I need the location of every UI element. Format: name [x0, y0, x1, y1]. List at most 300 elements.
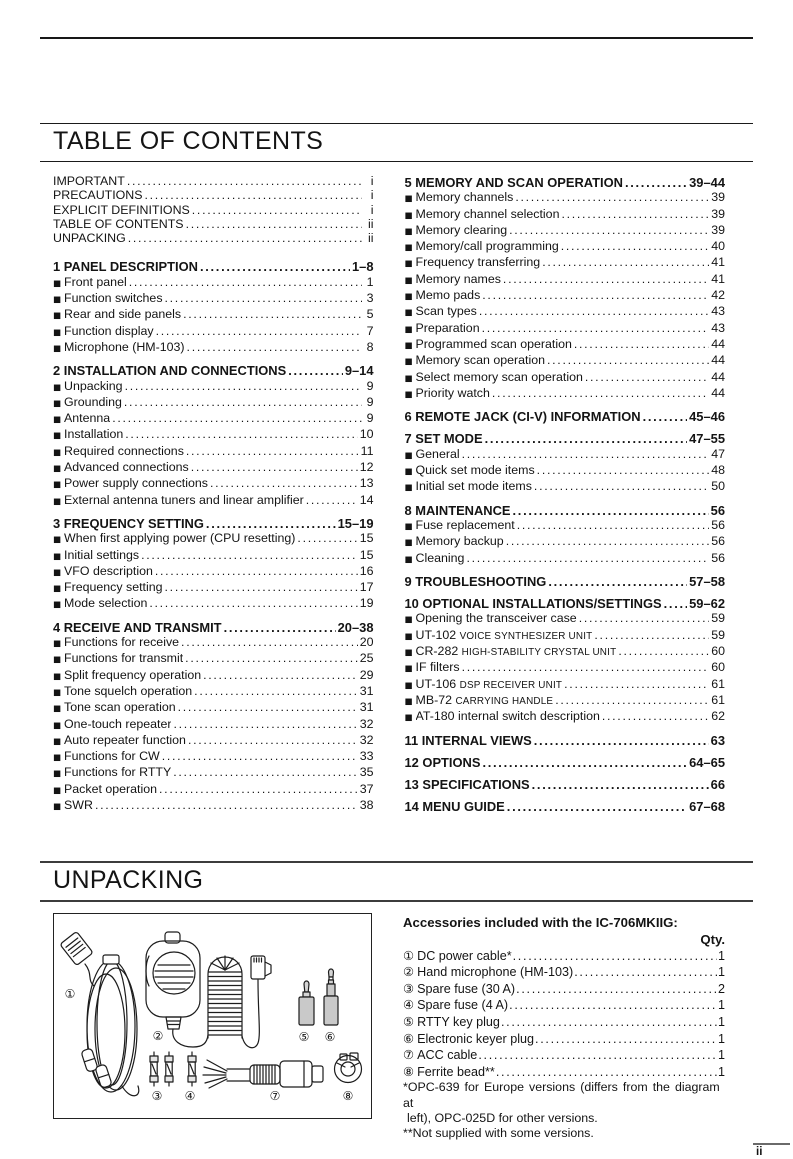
toc-entry-page: 59 — [711, 627, 725, 642]
toc-entry-label-smallcaps: HIGH-STABILITY CRYSTAL UNIT — [461, 647, 617, 659]
leader-dots — [662, 597, 688, 611]
toc-entry-label: PRECAUTIONS — [53, 188, 143, 203]
toc-entry-label: Frequency transferring — [415, 255, 541, 270]
circled-number: ⑤ — [403, 1014, 415, 1030]
toc-entry-label: Installation — [64, 427, 124, 442]
footnote-opc-continued: left), OPC-025D for other versions. — [407, 1110, 598, 1125]
toc-entry-page: 60 — [711, 644, 725, 659]
toc-section-pages: 45–46 — [689, 409, 725, 425]
toc-entry-label: Functions for receive — [64, 635, 180, 650]
top-rule — [40, 37, 753, 39]
square-bullet-icon: ■ — [404, 615, 413, 626]
toc-front-matter-entry — [53, 188, 374, 202]
leader-dots — [515, 982, 717, 998]
toc-entry-label: Frequency setting — [64, 580, 163, 595]
toc-subentry — [53, 717, 374, 733]
leader-dots — [143, 188, 362, 202]
toc-subentry — [53, 651, 374, 667]
toc-entry-label: Tone squelch operation — [64, 683, 193, 698]
leader-dots — [641, 410, 688, 424]
leader-dots — [477, 1048, 717, 1064]
leader-dots — [127, 275, 362, 289]
square-bullet-icon: ■ — [404, 483, 413, 494]
toc-subentry — [405, 370, 726, 386]
hand-microphone-drawing — [146, 932, 271, 1048]
toc-subentry — [53, 493, 374, 509]
toc-section-pages: 56 — [710, 502, 725, 518]
accessory-label: Ferrite bead** — [417, 1064, 495, 1079]
toc-entry-label: Rear and side panels — [64, 307, 182, 322]
square-bullet-icon: ■ — [53, 655, 62, 666]
figure-label-1: ① — [64, 986, 76, 1001]
square-bullet-icon: ■ — [404, 664, 413, 675]
toc-entry-label: Memo pads — [415, 288, 481, 303]
leader-dots — [511, 504, 709, 518]
accessory-label: RTTY key plug — [417, 1015, 500, 1030]
toc-entry-label: Function display — [64, 323, 154, 338]
figure-label-4: ④ — [184, 1088, 196, 1103]
toc-entry-page: 3 — [366, 291, 374, 306]
toc-entry-page: 62 — [711, 709, 725, 724]
toc-subentry — [405, 207, 726, 223]
leader-dots — [147, 596, 357, 610]
leader-dots — [532, 734, 709, 748]
toc-title: TABLE OF CONTENTS — [40, 123, 753, 162]
toc-section-pages: 20–38 — [337, 619, 374, 635]
square-bullet-icon: ■ — [404, 292, 413, 303]
square-bullet-icon: ■ — [404, 554, 413, 565]
toc-entry-page: 16 — [359, 563, 374, 578]
leader-dots — [508, 998, 717, 1014]
toc-subentry — [405, 551, 726, 567]
square-bullet-icon: ■ — [53, 584, 62, 595]
toc-entry-page: 61 — [711, 676, 725, 691]
square-bullet-icon: ■ — [404, 210, 413, 221]
square-bullet-icon: ■ — [53, 720, 62, 731]
toc-entry-page: 43 — [711, 304, 725, 319]
circled-number: ⑧ — [403, 1063, 415, 1079]
rtty-key-plug-drawing — [299, 981, 314, 1025]
toc-entry-page: i — [370, 174, 374, 188]
toc-subentry — [405, 304, 726, 320]
toc-section-heading — [405, 800, 726, 814]
leader-dots — [495, 1065, 717, 1081]
toc-subentry — [405, 463, 726, 479]
square-bullet-icon: ■ — [53, 785, 62, 796]
leader-dots — [501, 272, 709, 286]
toc-entry-page: 56 — [711, 550, 725, 565]
accessory-label: Electronic keyer plug — [417, 1031, 535, 1046]
toc-subentry — [53, 307, 374, 323]
leader-dots — [616, 644, 709, 658]
leader-dots — [126, 231, 362, 245]
toc-section-heading — [53, 260, 374, 274]
square-bullet-icon: ■ — [53, 671, 62, 682]
toc-left-column — [53, 174, 374, 815]
toc-entry-page: 59 — [711, 611, 725, 626]
toc-entry-page: 60 — [711, 660, 725, 675]
toc-subentry — [405, 709, 726, 725]
toc-entry-page: 61 — [711, 692, 725, 707]
unpacking-title: UNPACKING — [40, 861, 753, 902]
square-bullet-icon: ■ — [404, 467, 413, 478]
toc-section-heading — [53, 621, 374, 635]
leader-dots — [93, 798, 358, 812]
square-bullet-icon: ■ — [53, 769, 62, 780]
toc-entry-page: 44 — [711, 369, 725, 384]
leader-dots — [530, 778, 709, 792]
toc-entry-label: Function switches — [64, 291, 163, 306]
toc-entry-page: 25 — [359, 651, 374, 666]
toc-subentry — [53, 798, 374, 814]
toc-entry-page: 9 — [366, 394, 374, 409]
toc-subentry — [53, 340, 374, 356]
toc-entry-page: 32 — [359, 716, 374, 731]
toc-subentry — [53, 668, 374, 684]
toc-entry-page: 40 — [711, 239, 725, 254]
figure-label-6: ⑥ — [324, 1029, 336, 1044]
leader-dots — [513, 190, 709, 204]
toc-subentry — [53, 733, 374, 749]
toc-subentry — [405, 223, 726, 239]
toc-subentry — [405, 353, 726, 369]
square-bullet-icon: ■ — [53, 801, 62, 812]
toc-entry-label: Initial set mode items — [415, 479, 532, 494]
toc-subentry — [405, 677, 726, 693]
figure-label-2: ② — [152, 1028, 164, 1043]
square-bullet-icon: ■ — [53, 704, 62, 715]
square-bullet-icon: ■ — [53, 415, 62, 426]
footnote-opc: *OPC-639 for Europe versions (differs from the diagram at — [403, 1080, 720, 1110]
toc-entry-label: AT-180 internal switch description — [415, 709, 600, 724]
leader-dots — [176, 700, 358, 714]
toc-entry-page: 41 — [711, 255, 725, 270]
toc-entry-label: Preparation — [415, 320, 480, 335]
table-of-contents — [53, 174, 725, 815]
accessory-label: Spare fuse (4 A) — [417, 998, 509, 1013]
toc-subentry — [405, 534, 726, 550]
toc-entry-page: 15 — [359, 531, 374, 546]
leader-dots — [507, 223, 709, 237]
leader-dots — [192, 684, 358, 698]
toc-section-title: 6 REMOTE JACK (CI-V) INFORMATION — [404, 410, 641, 425]
toc-section-title: 9 TROUBLESHOOTING — [404, 574, 547, 589]
toc-entry-label: VFO description — [64, 563, 153, 578]
toc-subentry — [405, 447, 726, 463]
toc-entry-label: Memory names — [415, 271, 501, 286]
square-bullet-icon: ■ — [53, 753, 62, 764]
accessory-qty: 1 — [717, 965, 725, 980]
toc-section-pages: 67–68 — [689, 799, 725, 815]
toc-section-heading — [405, 575, 726, 589]
ferrite-bead-drawing — [335, 1053, 362, 1083]
toc-section-pages: 39–44 — [689, 175, 725, 190]
leader-dots — [559, 207, 709, 221]
toc-entry-page: 9 — [366, 411, 374, 426]
toc-front-matter-entry — [53, 217, 374, 231]
leader-dots — [583, 370, 709, 384]
leader-dots — [295, 531, 357, 545]
toc-entry-label: Functions for RTTY — [64, 765, 172, 780]
figure-label-8: ⑧ — [342, 1088, 354, 1103]
leader-dots — [110, 411, 361, 425]
toc-entry-page: 15 — [359, 547, 374, 562]
leader-dots — [171, 765, 357, 779]
toc-entry-label: One-touch repeater — [64, 716, 172, 731]
toc-entry-label: MB-72 CARRYING HANDLE — [415, 692, 554, 707]
toc-front-matter-entry — [53, 231, 374, 245]
toc-entry-label: IMPORTANT — [53, 174, 125, 188]
toc-entry-page: 7 — [366, 323, 374, 338]
square-bullet-icon: ■ — [404, 259, 413, 270]
toc-entry-label: Initial settings — [64, 547, 140, 562]
toc-entry-label: Antenna — [64, 411, 111, 426]
toc-entry-page: 5 — [366, 307, 374, 322]
circled-number: ② — [403, 964, 415, 980]
toc-section-pages: 59–62 — [689, 596, 725, 612]
toc-entry-label-smallcaps: CARRYING HANDLE — [455, 695, 554, 707]
leader-dots — [184, 217, 362, 231]
toc-entry-page: 33 — [359, 749, 374, 764]
toc-entry-page: 19 — [359, 596, 374, 611]
leader-dots — [515, 518, 709, 532]
square-bullet-icon: ■ — [53, 480, 62, 491]
toc-subentry — [405, 611, 726, 627]
leader-dots — [157, 782, 358, 796]
toc-section-title: 5 MEMORY AND SCAN OPERATION — [404, 176, 623, 190]
toc-section-title: 13 SPECIFICATIONS — [404, 778, 530, 793]
toc-section-pages: 47–55 — [689, 431, 725, 447]
leader-dots — [153, 564, 358, 578]
dc-power-cable-drawing — [60, 931, 139, 1095]
accessory-entry — [403, 948, 725, 965]
toc-entry-label-smallcaps: DSP RECEIVER UNIT — [459, 679, 563, 691]
toc-entry-page: 56 — [711, 534, 725, 549]
square-bullet-icon: ■ — [404, 713, 413, 724]
leader-dots — [535, 463, 710, 477]
toc-section-heading — [405, 734, 726, 748]
toc-entry-label-smallcaps: VOICE SYNTHESIZER UNIT — [459, 630, 593, 642]
toc-section-title: 1 PANEL DESCRIPTION — [53, 260, 198, 275]
square-bullet-icon: ■ — [53, 496, 62, 507]
toc-section-pages: 57–58 — [689, 573, 725, 589]
toc-subentry — [53, 531, 374, 547]
toc-entry-page: 44 — [711, 353, 725, 368]
square-bullet-icon: ■ — [53, 431, 62, 442]
toc-entry-page: 29 — [359, 667, 374, 682]
square-bullet-icon: ■ — [53, 343, 62, 354]
toc-subentry — [405, 693, 726, 709]
leader-dots — [512, 949, 717, 965]
accessory-qty: 1 — [717, 1015, 725, 1030]
leader-dots — [125, 174, 362, 188]
toc-subentry — [53, 379, 374, 395]
leader-dots — [163, 291, 362, 305]
toc-entry-page: 20 — [359, 635, 374, 650]
toc-entry-label: Split frequency operation — [64, 667, 202, 682]
leader-dots — [154, 324, 362, 338]
square-bullet-icon: ■ — [404, 631, 413, 642]
toc-subentry — [405, 288, 726, 304]
square-bullet-icon: ■ — [404, 538, 413, 549]
toc-entry-page: 10 — [359, 427, 374, 442]
leader-dots — [573, 965, 717, 981]
toc-entry-page: 8 — [366, 339, 374, 354]
accessories-figure — [53, 913, 372, 1119]
accessory-entry — [403, 981, 725, 998]
square-bullet-icon: ■ — [404, 357, 413, 368]
toc-subentry — [53, 765, 374, 781]
leader-dots — [577, 611, 710, 625]
square-bullet-icon: ■ — [53, 382, 62, 393]
toc-entry-label: TABLE OF CONTENTS — [53, 216, 184, 231]
toc-entry-page: 1 — [366, 274, 374, 289]
leader-dots — [480, 321, 710, 335]
toc-entry-label: EXPLICIT DEFINITIONS — [53, 202, 190, 217]
toc-entry-label: Power supply connections — [64, 476, 208, 491]
toc-entry-label: Tone scan operation — [64, 700, 176, 715]
toc-entry-page: 39 — [711, 206, 725, 221]
toc-entry-page: 41 — [711, 271, 725, 286]
square-bullet-icon: ■ — [53, 736, 62, 747]
accessories-heading: Accessories included with the IC-706MKIIG: — [403, 914, 678, 930]
toc-section-pages: 9–14 — [344, 363, 374, 379]
toc-entry-page: i — [370, 188, 374, 203]
square-bullet-icon: ■ — [53, 327, 62, 338]
leader-dots — [546, 575, 687, 589]
leader-dots — [208, 476, 358, 490]
accessory-qty: 1 — [717, 948, 725, 963]
leader-dots — [286, 364, 343, 378]
toc-section-title: 8 MAINTENANCE — [404, 503, 511, 518]
leader-dots — [464, 551, 709, 565]
leader-dots — [562, 677, 709, 691]
toc-entry-page: 12 — [359, 460, 374, 475]
toc-section-heading — [405, 504, 726, 518]
square-bullet-icon: ■ — [53, 295, 62, 306]
toc-section-title: 12 OPTIONS — [404, 755, 481, 770]
accessory-label: DC power cable* — [417, 948, 512, 963]
toc-section-title: 2 INSTALLATION AND CONNECTIONS — [53, 364, 287, 379]
accessory-entry — [403, 1064, 725, 1081]
toc-entry-label: Programmed scan operation — [415, 336, 572, 351]
toc-section-heading — [53, 517, 374, 531]
toc-subentry — [53, 324, 374, 340]
toc-entry-page: ii — [367, 216, 374, 231]
toc-entry-label: Scan types — [415, 304, 477, 319]
leader-dots — [186, 733, 358, 747]
toc-entry-page: ii — [367, 231, 374, 246]
toc-subentry — [53, 291, 374, 307]
manual-page — [0, 37, 793, 1159]
accessory-qty: 1 — [717, 1048, 725, 1063]
toc-section-heading — [405, 410, 726, 424]
toc-section-title: 11 INTERNAL VIEWS — [404, 733, 532, 748]
leader-dots — [480, 288, 709, 302]
toc-subentry — [53, 460, 374, 476]
leader-dots — [304, 493, 358, 507]
circled-number: ⑥ — [403, 1030, 415, 1046]
toc-subentry — [405, 386, 726, 402]
toc-entry-page: 14 — [359, 492, 374, 507]
square-bullet-icon: ■ — [404, 226, 413, 237]
leader-dots — [163, 580, 358, 594]
toc-subentry — [53, 411, 374, 427]
toc-subentry — [53, 580, 374, 596]
leader-dots — [483, 432, 688, 446]
leader-dots — [171, 717, 357, 731]
toc-entry-label: Functions for CW — [64, 749, 160, 764]
square-bullet-icon: ■ — [404, 373, 413, 384]
toc-subentry — [53, 700, 374, 716]
leader-dots — [460, 447, 710, 461]
toc-section-heading — [405, 432, 726, 446]
toc-entry-label: Grounding — [64, 394, 122, 409]
leader-dots — [534, 1032, 717, 1048]
leader-dots — [490, 386, 709, 400]
leader-dots — [190, 203, 362, 217]
square-bullet-icon: ■ — [404, 324, 413, 335]
leader-dots — [532, 479, 709, 493]
square-bullet-icon: ■ — [404, 696, 413, 707]
accessory-label: Hand microphone (HM-103) — [417, 965, 574, 980]
toc-section-pages: 1–8 — [351, 259, 374, 275]
leader-dots — [504, 534, 710, 548]
toc-section-pages: 66 — [710, 777, 725, 793]
toc-subentry — [405, 660, 726, 676]
toc-subentry — [405, 321, 726, 337]
leader-dots — [222, 621, 336, 635]
toc-right-column — [405, 174, 726, 815]
toc-subentry — [405, 644, 726, 660]
toc-entry-label: Auto repeater function — [64, 732, 186, 747]
square-bullet-icon: ■ — [53, 535, 62, 546]
circled-number: ① — [403, 947, 415, 963]
accessory-entry — [403, 1031, 725, 1048]
accessory-qty: 1 — [717, 1064, 725, 1079]
square-bullet-icon: ■ — [404, 340, 413, 351]
square-bullet-icon: ■ — [53, 278, 62, 289]
square-bullet-icon: ■ — [404, 243, 413, 254]
toc-entry-label: Functions for transmit — [64, 651, 184, 666]
square-bullet-icon: ■ — [53, 639, 62, 650]
leader-dots — [185, 340, 362, 354]
unpacking-section — [53, 913, 725, 1142]
leader-dots — [559, 239, 709, 253]
accessory-qty: 2 — [717, 981, 725, 996]
toc-entry-page: i — [370, 202, 374, 217]
figure-label-5: ⑤ — [298, 1029, 310, 1044]
toc-entry-label: Priority watch — [415, 385, 490, 400]
toc-entry-label: Memory channel selection — [415, 206, 560, 221]
toc-subentry — [53, 596, 374, 612]
toc-section-pages: 63 — [710, 732, 725, 748]
toc-subentry — [53, 564, 374, 580]
toc-section-heading — [405, 597, 726, 611]
toc-entry-label: CR-282 HIGH-STABILITY CRYSTAL UNIT — [415, 644, 617, 659]
figure-label-7: ⑦ — [269, 1088, 281, 1103]
square-bullet-icon: ■ — [404, 308, 413, 319]
toc-entry-label: External antenna tuners and linear amplifier — [64, 492, 304, 507]
toc-entry-page: 39 — [711, 190, 725, 205]
toc-subentry — [405, 337, 726, 353]
toc-entry-page: 39 — [711, 222, 725, 237]
accessories-illustration — [54, 914, 370, 1117]
toc-entry-label: UNPACKING — [53, 231, 126, 246]
toc-section-title: 4 RECEIVE AND TRANSMIT — [53, 620, 222, 635]
square-bullet-icon: ■ — [53, 311, 62, 322]
circled-number: ⑦ — [403, 1047, 415, 1063]
